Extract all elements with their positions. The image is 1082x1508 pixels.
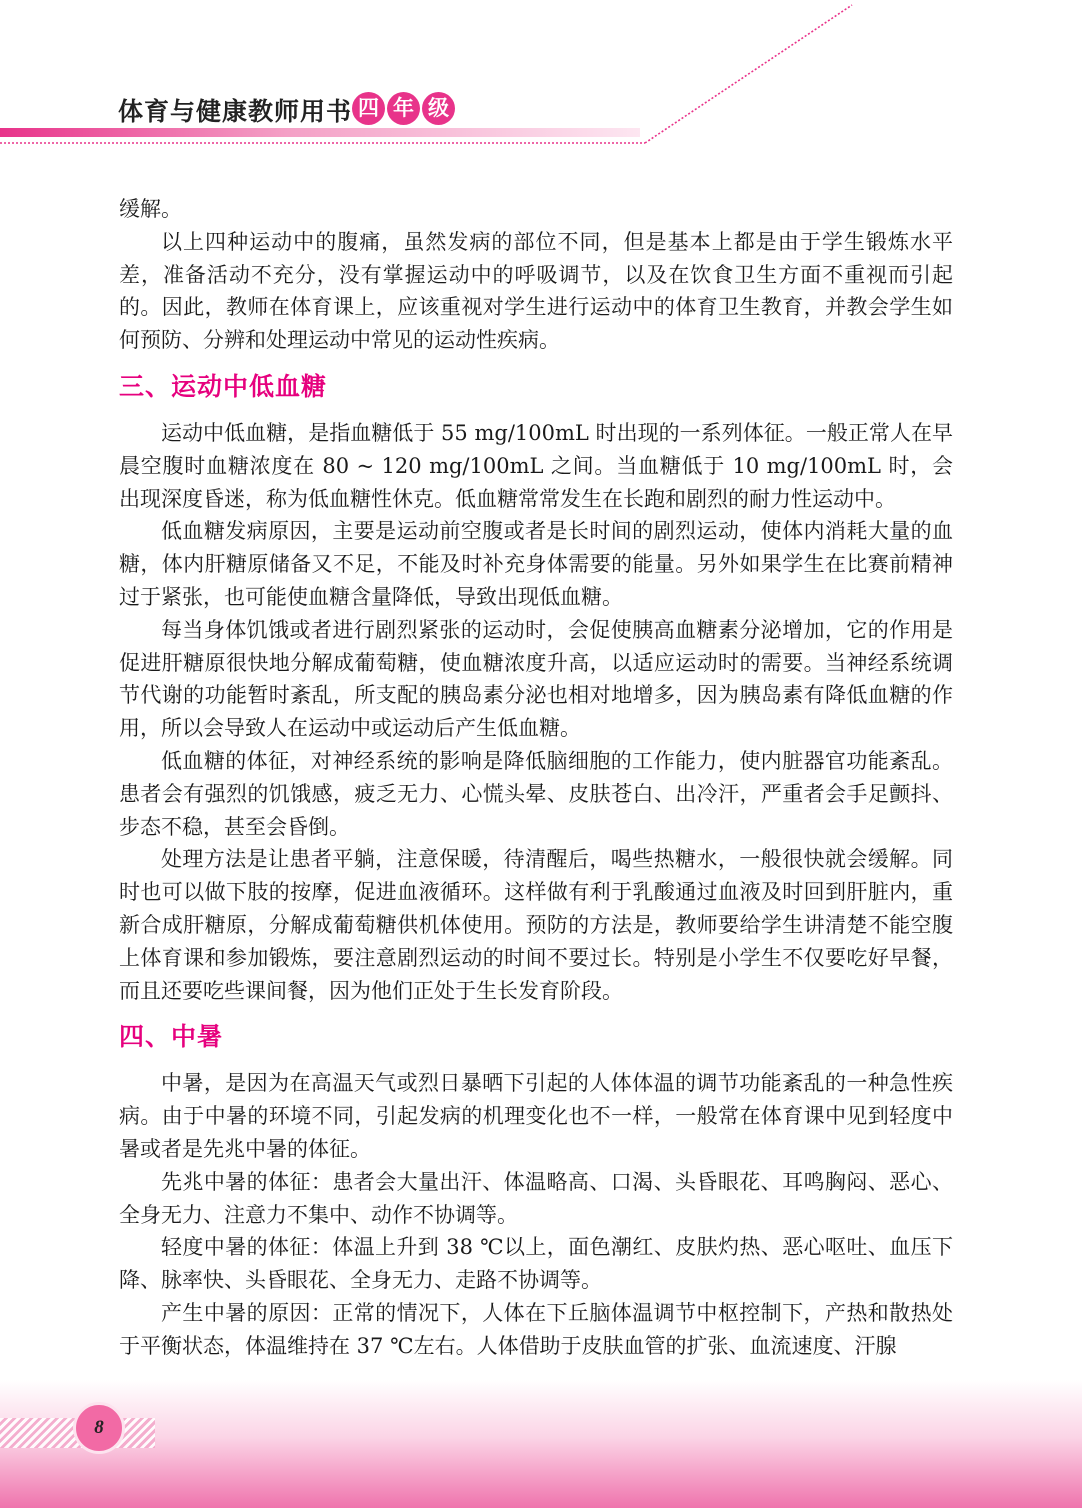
paragraph: 先兆中暑的体征：患者会大量出汗、体温略高、口渴、头昏眼花、耳鸣胸闷、恶心、全身无力、注意力不集中、动作不协调等。 — [119, 1169, 953, 1227]
paragraph: 以上四种运动中的腹痛，虽然发病的部位不同，但是基本上都是由于学生锻炼水平差，准备活动不充分，没有掌握运动中的呼吸调节，以及在饮食卫生方面不重视而引起的。因此，教师在体育课上，应该重视对学生进行运动中的体育卫生教育，并教会学生如何预防、分辨和处理运动中常见的运动性疾病。 — [119, 229, 953, 353]
grade-char: 四 — [352, 92, 385, 125]
book-title: 体育与健康教师用书 — [118, 97, 353, 126]
header-gradient-band — [0, 128, 640, 137]
paragraph: 处理方法是让患者平躺，注意保暖，待清醒后，喝些热糖水，一般很快就会缓解。同时也可以做下肢的按摩，促进血液循环。这样做有利于乳酸通过血液及时回到肝脏内，重新合成肝糖原，分解成葡萄糖供机体使用。预防的方法是，教师要给学生讲清楚不能空腹上体育课和参加锻炼，要注意剧烈运动的时间不要过长。特别是小学生不仅要吃好早餐，而且还要吃些课间餐，因为他们正处于生长发育阶段。 — [119, 847, 953, 1003]
page-number: 8 — [73, 1402, 125, 1454]
section-heading: 三、运动中低血糖 — [119, 371, 328, 401]
paragraph: 轻度中暑的体征：体温上升到 38 ℃以上，面色潮红、皮肤灼热、恶心呕吐、血压下降、脉率快、头昏眼花、全身无力、走路不协调等。 — [119, 1235, 953, 1293]
header-dotted-diagonal — [645, 5, 852, 143]
paragraph: 中暑，是因为在高温天气或烈日暴晒下引起的人体体温的调节功能紊乱的一种急性疾病。由于中暑的环境不同，引起发病的机理变化也不一样，一般常在体育课中见到轻度中暑或者是先兆中暑的体征。 — [119, 1071, 953, 1161]
page-header — [0, 0, 1082, 160]
paragraph: 低血糖的体征，对神经系统的影响是降低脑细胞的工作能力，使内脏器官功能紊乱。患者会有强烈的饥饿感，疲乏无力、心慌头晕、皮肤苍白、出冷汗，严重者会手足颤抖、步态不稳，甚至会昏倒。 — [119, 748, 953, 839]
page-footer — [0, 1380, 1082, 1508]
grade-char: 级 — [422, 92, 455, 125]
section-heading: 四、中暑 — [119, 1022, 224, 1052]
grade-badge — [352, 92, 455, 125]
paragraph: 运动中低血糖，是指血糖低于 55 mg/100mL 时出现的一系列体征。一般正常人在早晨空腹时血糖浓度在 80 ~ 120 mg/100mL 之间。当血糖低于 10 mg/100mL 时，会出现深度昏迷，称为低血糖性休克。低血糖常常发生在长跑和剧烈的耐力性运动中。 — [119, 420, 953, 511]
paragraph: 低血糖发病原因，主要是运动前空腹或者是长时间的剧烈运动，使体内消耗大量的血糖，体内肝糖原储备又不足，不能及时补充身体需要的能量。另外如果学生在比赛前精神过于紧张，也可能使血糖含量降低，导致出现低血糖。 — [119, 519, 953, 609]
paragraph: 每当身体饥饿或者进行剧烈紧张的运动时，会促使胰高血糖素分泌增加，它的作用是促进肝糖原很快地分解成葡萄糖，使血糖浓度升高，以适应运动时的需要。当神经系统调节代谢的功能暂时紊乱，所支配的胰岛素分泌也相对地增多，因为胰岛素有降低血糖的作用，所以会导致人在运动中或运动后产生低血糖。 — [119, 617, 953, 741]
page-content — [119, 193, 953, 1363]
header-decoration — [0, 0, 1082, 160]
paragraph: 产生中暑的原因：正常的情况下，人体在下丘脑体温调节中枢控制下，产热和散热处于平衡状态，体温维持在 37 ℃左右。人体借助于皮肤血管的扩张、血流速度、汗腺 — [119, 1300, 953, 1358]
grade-char: 年 — [387, 92, 420, 125]
paragraph: 缓解。 — [119, 197, 182, 221]
